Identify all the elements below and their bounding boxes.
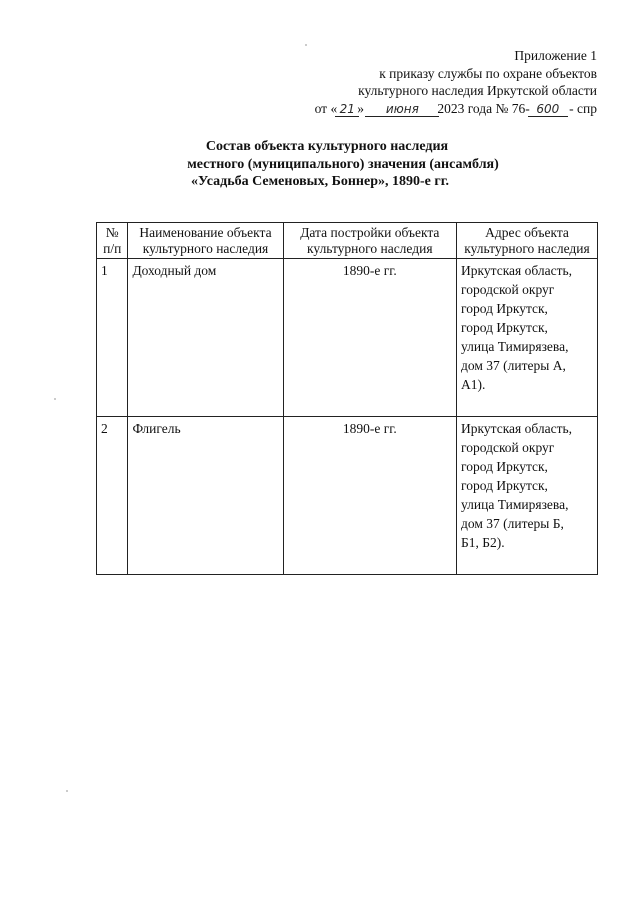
title-line-3: «Усадьба Семеновых, Боннер», 1890-е гг.: [191, 174, 449, 189]
table-row: [97, 417, 598, 575]
row-number: 1: [97, 259, 128, 417]
row-number: 2: [97, 417, 128, 575]
header-name: Наименование объекта культурного наследия: [128, 223, 283, 259]
header-address: Адрес объекта культурного наследия: [457, 223, 598, 259]
scan-speck: [66, 790, 68, 792]
header-date: Дата постройки объекта культурного наследия: [283, 223, 456, 259]
table-header-row: [97, 223, 598, 259]
object-address: Иркутская область, городской округ город Иркутск, город Иркутск, улица Тимирязева, дом 37 (литеры А, А1).: [457, 259, 598, 417]
handwritten-order-number: 600: [530, 101, 566, 119]
scan-speck: [305, 44, 307, 46]
order-reference: к приказу службы по охране объектов: [379, 65, 597, 81]
header-number: № п/п: [97, 223, 128, 259]
construction-date: 1890-е гг.: [283, 259, 456, 417]
document-title: [0, 138, 640, 191]
object-name: Флигель: [128, 417, 283, 575]
handwritten-day: 21: [337, 101, 357, 119]
title-line-1: Состав объекта культурного наследия: [205, 139, 449, 154]
scan-speck: [54, 398, 56, 400]
date-close: »: [357, 100, 364, 116]
date-year: 2023 года № 76-: [437, 100, 530, 116]
handwritten-month: июня: [367, 101, 437, 119]
table-row: [97, 259, 598, 417]
authority-name: культурного наследия Иркутской области: [358, 83, 597, 98]
object-address: Иркутская область, городской округ город Иркутск, город Иркутск, улица Тимирязева, дом 37 (литеры Б, Б1, Б2).: [457, 417, 598, 575]
appendix-label: Приложение 1: [514, 48, 597, 63]
object-name: Доходный дом: [128, 259, 283, 417]
title-line-2: местного (муниципального) значения (ансамбля): [187, 156, 499, 172]
date-prefix: от «: [314, 100, 338, 116]
heritage-objects-table: [96, 222, 598, 575]
appendix-header: [315, 47, 597, 118]
construction-date: 1890-е гг.: [283, 417, 456, 575]
order-suffix: - спр: [569, 100, 597, 116]
order-date-line: [315, 100, 597, 119]
